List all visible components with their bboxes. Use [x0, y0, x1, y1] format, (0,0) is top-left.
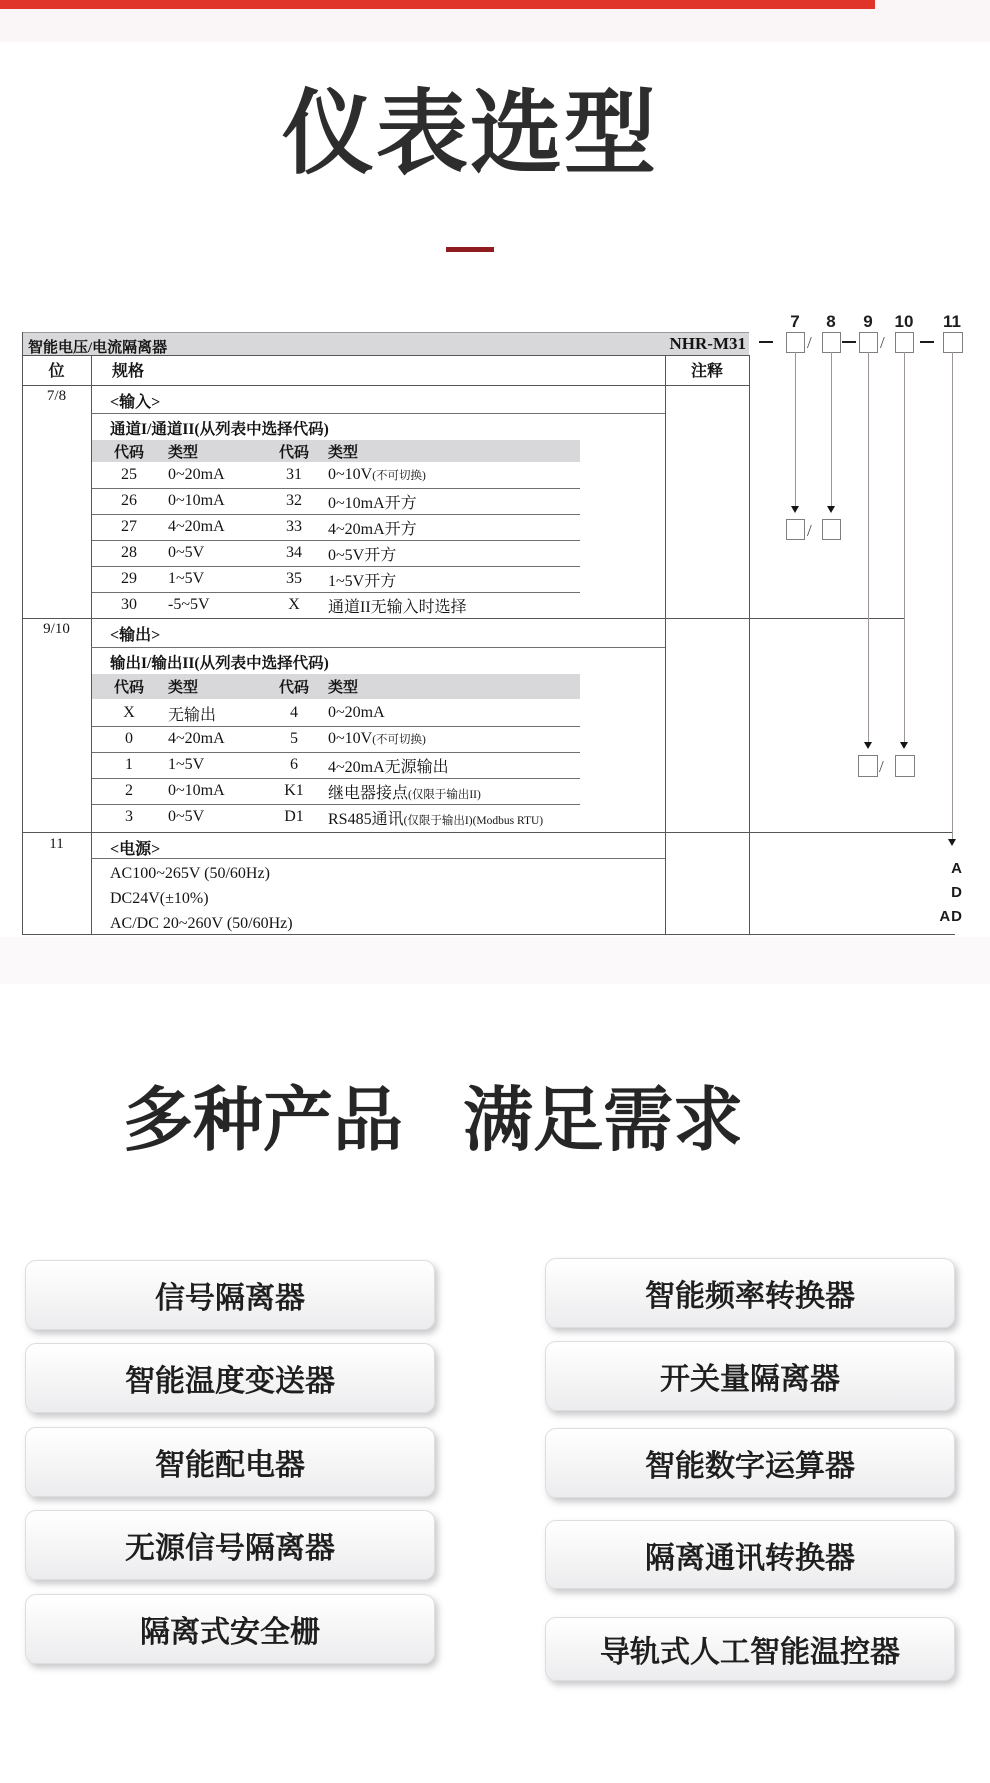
- code-cell: X: [288, 596, 300, 613]
- input-row: [92, 592, 580, 618]
- header-type-2: 类型: [328, 444, 359, 461]
- input-code-header: [92, 440, 580, 462]
- product-button-signal-isolator[interactable]: 信号隔离器: [25, 1260, 435, 1330]
- type-cell: 4~20mA: [168, 518, 225, 535]
- type-note: (不可切换): [372, 470, 426, 482]
- code-separator-slash: /: [880, 333, 885, 352]
- power-option: DC24V(±10%): [110, 890, 209, 907]
- code-separator-slash: /: [807, 521, 812, 540]
- product-button-distributor[interactable]: 智能配电器: [25, 1427, 435, 1497]
- code-cell: D1: [284, 808, 304, 825]
- input-row: [92, 462, 580, 489]
- drop-line-8: [831, 352, 832, 506]
- type-cell: [318, 730, 580, 748]
- top-red-bar: [0, 0, 875, 9]
- type-note: (仅限于输出I)(Modbus RTU): [403, 814, 544, 827]
- input-row: [92, 514, 580, 541]
- type-text: 4~20mA开方: [328, 520, 417, 538]
- product-button-safety-barrier[interactable]: 隔离式安全栅: [25, 1594, 435, 1664]
- output-row: [92, 752, 580, 779]
- code-cell: 30: [121, 596, 137, 613]
- output-tag: <输出>: [110, 627, 161, 644]
- drop-line-11: [952, 352, 953, 839]
- type-cell: 无输出: [168, 706, 217, 724]
- digit-label-7: 7: [790, 312, 800, 331]
- output-code-header: [92, 674, 580, 699]
- table-line-section-power: [22, 832, 952, 833]
- code-cell: 25: [121, 466, 137, 483]
- type-note: (不可切换): [372, 734, 426, 746]
- code-cell: 31: [286, 466, 302, 483]
- products-heading-left: 多种产品: [123, 1081, 403, 1159]
- type-cell: -5~5V: [168, 596, 210, 613]
- code-box-8: [822, 332, 841, 353]
- digit-label-10: 10: [894, 312, 914, 331]
- code-cell: 26: [121, 492, 137, 509]
- arrow-down-icon: [791, 506, 799, 513]
- bit-label-output: 9/10: [43, 621, 70, 637]
- col-header-bit: 位: [48, 363, 65, 380]
- power-tag-underline: [91, 858, 665, 859]
- type-text: 1~5V开方: [328, 572, 397, 590]
- type-cell: 0~20mA: [168, 466, 225, 483]
- power-option: AC100~265V (50/60Hz): [110, 865, 270, 882]
- products-heading-right: 满足需求: [463, 1081, 743, 1159]
- type-cell: 1~5V: [168, 570, 205, 587]
- header-type-1: 类型: [168, 444, 199, 461]
- code-cell: 32: [286, 492, 302, 509]
- power-code-a: A: [951, 860, 963, 877]
- title-underline: [446, 247, 494, 252]
- code-cell: 34: [286, 544, 302, 561]
- arrow-down-icon: [948, 839, 956, 846]
- code-separator-slash: /: [879, 757, 884, 776]
- code-cell: 4: [290, 704, 298, 721]
- header-code-1: 代码: [113, 444, 144, 461]
- output-subtitle: 输出I/输出II(从列表中选择代码): [110, 655, 329, 672]
- code-cell: 35: [286, 570, 302, 587]
- table-right-border: [749, 355, 750, 934]
- type-text: 0~10mA开方: [328, 494, 417, 512]
- input-select-box-2: [822, 519, 841, 540]
- product-button-passive-isolator[interactable]: 无源信号隔离器: [25, 1510, 435, 1580]
- col-header-note: 注释: [690, 363, 723, 380]
- type-text: 0~10V: [328, 730, 373, 747]
- digit-label-11: 11: [943, 312, 961, 331]
- type-cell: 0~5V: [168, 544, 205, 561]
- power-tag: <电源>: [110, 841, 161, 858]
- digit-label-8: 8: [826, 312, 836, 331]
- type-cell: [318, 466, 580, 484]
- code-separator-slash: /: [807, 333, 812, 352]
- input-row: [92, 566, 580, 593]
- code-cell: 6: [290, 756, 298, 773]
- output-row: [92, 804, 580, 830]
- product-button-temp-transmitter[interactable]: 智能温度变送器: [25, 1343, 435, 1413]
- type-cell: [318, 568, 580, 591]
- code-separator-dash: [759, 341, 773, 343]
- code-cell: 1: [125, 756, 133, 773]
- product-button-rail-temp-controller[interactable]: 导轨式人工智能温控器: [545, 1617, 955, 1681]
- code-box-10: [895, 332, 914, 353]
- table-col-divider-note: [665, 355, 666, 934]
- drop-line-9: [868, 352, 869, 742]
- type-cell: [318, 806, 580, 829]
- code-cell: 33: [286, 518, 302, 535]
- type-cell: [318, 594, 580, 617]
- input-select-box-1: [786, 519, 805, 540]
- type-text: RS485通讯: [328, 810, 404, 828]
- type-cell: [318, 516, 580, 539]
- output-row: [92, 726, 580, 753]
- product-button-digital-calculator[interactable]: 智能数字运算器: [545, 1428, 955, 1498]
- model-number: NHR-M31: [669, 334, 746, 353]
- input-tag: <输入>: [110, 394, 161, 411]
- page-title: 仪表选型: [281, 83, 658, 185]
- type-cell: [318, 704, 580, 722]
- drop-line-10: [904, 352, 905, 742]
- power-code-d: D: [951, 884, 963, 901]
- type-cell: [318, 490, 580, 513]
- code-box-7: [786, 332, 805, 353]
- bit-label-power: 11: [49, 836, 64, 852]
- header-code-2: 代码: [278, 444, 309, 461]
- type-cell: [318, 780, 580, 803]
- code-cell: 5: [290, 730, 298, 747]
- code-cell: 2: [125, 782, 133, 799]
- type-cell: 0~10mA: [168, 782, 225, 799]
- digit-label-9: 9: [863, 312, 873, 331]
- code-cell: 3: [125, 808, 133, 825]
- header-type-1: 类型: [168, 680, 199, 696]
- power-option: AC/DC 20~260V (50/60Hz): [110, 915, 293, 932]
- type-text: 0~10V: [328, 466, 373, 483]
- code-cell: K1: [284, 782, 304, 799]
- input-row: [92, 488, 580, 515]
- header-code-2: 代码: [278, 680, 309, 696]
- products-heading: [123, 1082, 743, 1159]
- input-row: [92, 540, 580, 567]
- type-note: (仅限于输出II): [408, 788, 481, 801]
- table-line-h2: [22, 385, 749, 386]
- type-text: 通道II无输入时选择: [328, 598, 467, 616]
- col-header-spec: 规格: [112, 363, 145, 380]
- type-text: 继电器接点: [328, 784, 409, 802]
- arrow-down-icon: [900, 742, 908, 749]
- table-top-border: [22, 332, 749, 333]
- table-title: 智能电压/电流隔离器: [28, 340, 168, 356]
- code-cell: 0: [125, 730, 133, 747]
- code-cell: 29: [121, 570, 137, 587]
- type-cell: 0~5V: [168, 808, 205, 825]
- code-cell: 27: [121, 518, 137, 535]
- arrow-down-icon: [827, 506, 835, 513]
- type-text: 4~20mA无源输出: [328, 758, 449, 776]
- product-button-switch-isolator[interactable]: 开关量隔离器: [545, 1341, 955, 1411]
- power-code-ad: AD: [939, 908, 963, 925]
- output-row: [92, 778, 580, 805]
- section-divider-band: [0, 937, 990, 984]
- header-code-1: 代码: [113, 680, 144, 696]
- type-cell: [318, 542, 580, 565]
- header-type-2: 类型: [328, 680, 359, 696]
- product-button-freq-converter[interactable]: 智能频率转换器: [545, 1258, 955, 1328]
- code-box-9: [859, 332, 878, 353]
- code-cell: 28: [121, 544, 137, 561]
- code-separator-dash: [920, 341, 934, 343]
- code-cell: X: [123, 704, 135, 721]
- product-button-comm-converter[interactable]: 隔离通讯转换器: [545, 1520, 955, 1589]
- type-text: 0~5V开方: [328, 546, 397, 564]
- type-cell: 4~20mA: [168, 730, 225, 747]
- output-select-box-2: [895, 755, 915, 777]
- code-box-11: [943, 332, 963, 353]
- output-select-box-1: [858, 755, 878, 777]
- input-tag-underline: [91, 413, 665, 414]
- input-subtitle: 通道I/通道II(从列表中选择代码): [110, 421, 329, 438]
- type-cell: [318, 754, 580, 777]
- arrow-down-icon: [864, 742, 872, 749]
- drop-line-7: [795, 352, 796, 506]
- output-row: [92, 700, 580, 727]
- code-separator-dash: [842, 341, 856, 343]
- bit-label-input: 7/8: [46, 388, 67, 404]
- table-line-section-output: [22, 618, 904, 619]
- type-text: 0~20mA: [328, 704, 385, 721]
- type-cell: 0~10mA: [168, 492, 225, 509]
- type-cell: 1~5V: [168, 756, 205, 773]
- output-tag-underline: [91, 647, 665, 648]
